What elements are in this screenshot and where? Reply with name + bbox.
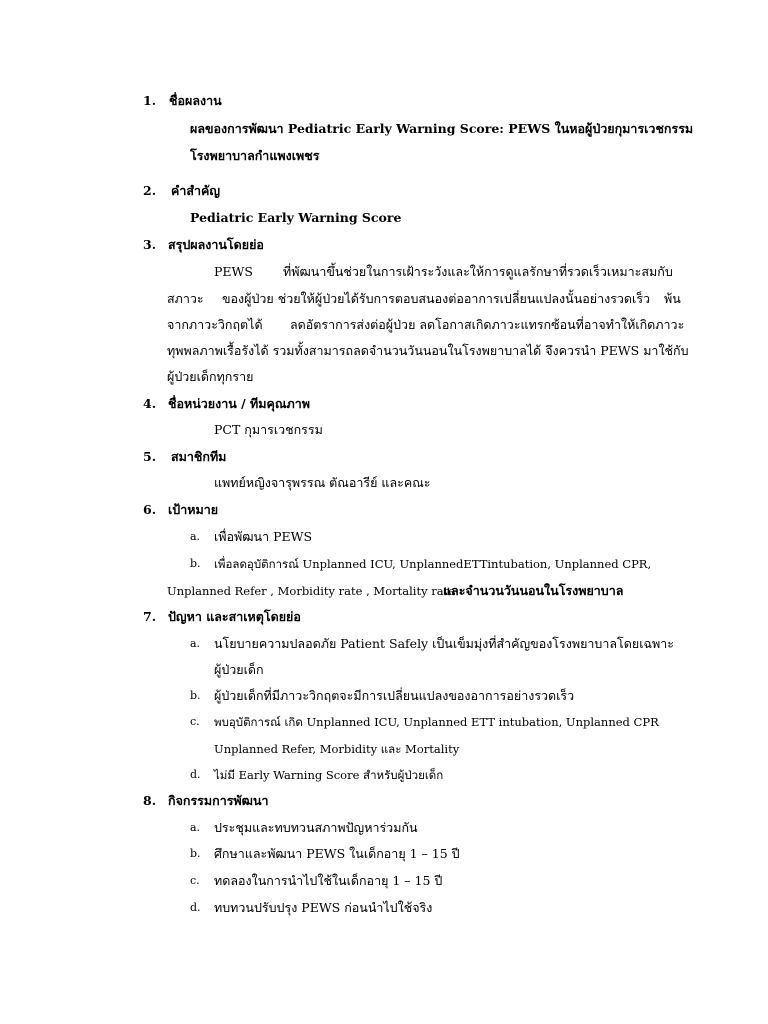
list-item-text: ทดลองในการนำไปใช้ในเด็กอายุ 1 – 15 ปี [214, 873, 443, 888]
section-8-heading: กิจกรรมการพัฒนา [168, 793, 269, 808]
section-3-number: 3. [143, 237, 157, 252]
list-item-continuation-bold: และจำนวนวันนอนในโรงพยาบาล [443, 583, 624, 598]
list-marker: b. [190, 689, 201, 702]
list-item-text: พบอุบัติการณ์ เกิด Unplanned ICU, Unplanned ETT intubation, Unplanned CPR [214, 715, 659, 729]
section-3-line-5: ผู้ป่วยเด็กทุกราย [167, 369, 254, 384]
list-marker: a. [190, 821, 201, 834]
list-item-text: ประชุมและทบทวนสภาพปัญหาร่วมกัน [214, 820, 418, 835]
section-4-number: 4. [143, 396, 157, 411]
section-6-number: 6. [143, 502, 157, 517]
section-3-line-3-rest: ลดอัตราการส่งต่อผู้ป่วย ลดโอกาสเกิดภาวะแทรกซ้อนที่อาจทำให้เกิดภาวะ [290, 317, 685, 332]
section-2-line-1: Pediatric Early Warning Score [190, 210, 402, 225]
section-5-number: 5. [143, 449, 157, 464]
list-marker: a. [190, 637, 201, 650]
list-item-continuation: Unplanned Refer , Morbidity rate , Mortality rate [167, 584, 455, 598]
section-3-heading: สรุปผลงานโดยย่อ [168, 237, 264, 252]
section-1-line-2: โรงพยาบาลกำแพงเพชร [190, 148, 320, 163]
list-marker: c. [190, 874, 200, 887]
section-4-line-1: PCT กุมารเวชกรรม [214, 422, 323, 437]
list-item-text-continued: ผู้ป่วยเด็ก [214, 662, 264, 677]
list-item-text: ผู้ป่วยเด็กที่มีภาวะวิกฤตจะมีการเปลี่ยนแปลงของอาการอย่างรวดเร็ว [214, 688, 575, 703]
list-marker: d. [190, 768, 201, 781]
list-item-text: เพื่อพัฒนา PEWS [214, 529, 313, 544]
section-2-number: 2. [143, 183, 157, 198]
section-3-line-2-middle: ของผู้ป่วย ช่วยให้ผู้ป่วยได้รับการตอบสนองต่ออาการเปลี่ยนแปลงนั้นอย่างรวดเร็ว [222, 291, 651, 306]
list-marker: d. [190, 901, 201, 914]
section-8-number: 8. [143, 793, 157, 808]
list-marker: a. [190, 530, 201, 543]
section-3-line-4: ทุพพลภาพเรื้อรังได้ รวมทั้งสามารถลดจำนวนวันนอนในโรงพยาบาลได้ จึงควรนำ PEWS มาใช้กับ [167, 343, 689, 358]
list-item-text: ศึกษาและพัฒนา PEWS ในเด็กอายุ 1 – 15 ปี [214, 846, 460, 861]
list-marker: b. [190, 557, 201, 570]
section-1-heading: ชื่อผลงาน [169, 93, 222, 108]
section-3-line-2-end: พ้น [664, 291, 681, 306]
list-item-text: นโยบายความปลอดภัย Patient Safely เป็นเข็มมุ่งที่สำคัญของโรงพยาบาลโดยเฉพาะ [214, 636, 674, 651]
list-item-text: เพื่อลดอุบัติการณ์ Unplanned ICU, UnplannedETTintubation, Unplanned CPR, [214, 557, 652, 571]
section-6-heading: เป้าหมาย [168, 502, 219, 517]
section-2-heading: คำสำคัญ [171, 183, 221, 198]
section-3-line-1-start: PEWS [214, 264, 253, 279]
section-1-number: 1. [143, 93, 157, 108]
list-marker: b. [190, 847, 201, 860]
section-5-heading: สมาชิกทีม [171, 449, 227, 464]
section-7-number: 7. [143, 609, 157, 624]
section-3-line-3-start: จากภาวะวิกฤตได้ [167, 317, 263, 332]
section-3-line-1-rest: ที่พัฒนาขึ้นช่วยในการเฝ้าระวังและให้การดูแลรักษาที่รวดเร็วเหมาะสมกับ [283, 264, 673, 279]
list-item-text: ไม่มี Early Warning Score สำหรับผู้ป่วยเด็ก [214, 768, 444, 782]
section-5-line-1: แพทย์หญิงจารุพรรณ ตัณอารีย์ และคณะ [214, 475, 431, 490]
list-item-text-continued: Unplanned Refer, Morbidity และ Mortality [214, 742, 460, 756]
list-marker: c. [190, 715, 200, 728]
section-4-heading: ชื่อหน่วยงาน / ทีมคุณภาพ [168, 396, 310, 411]
section-7-heading: ปัญหา และสาเหตุโดยย่อ [168, 609, 301, 624]
section-1-line-1: ผลของการพัฒนา Pediatric Early Warning Score: PEWS ในหอผู้ป่วยกุมารเวชกรรม [190, 121, 694, 136]
list-item-text: ทบทวนปรับปรุง PEWS ก่อนนำไปใช้จริง [214, 900, 433, 915]
section-3-line-2-start: สภาวะ [167, 291, 204, 306]
